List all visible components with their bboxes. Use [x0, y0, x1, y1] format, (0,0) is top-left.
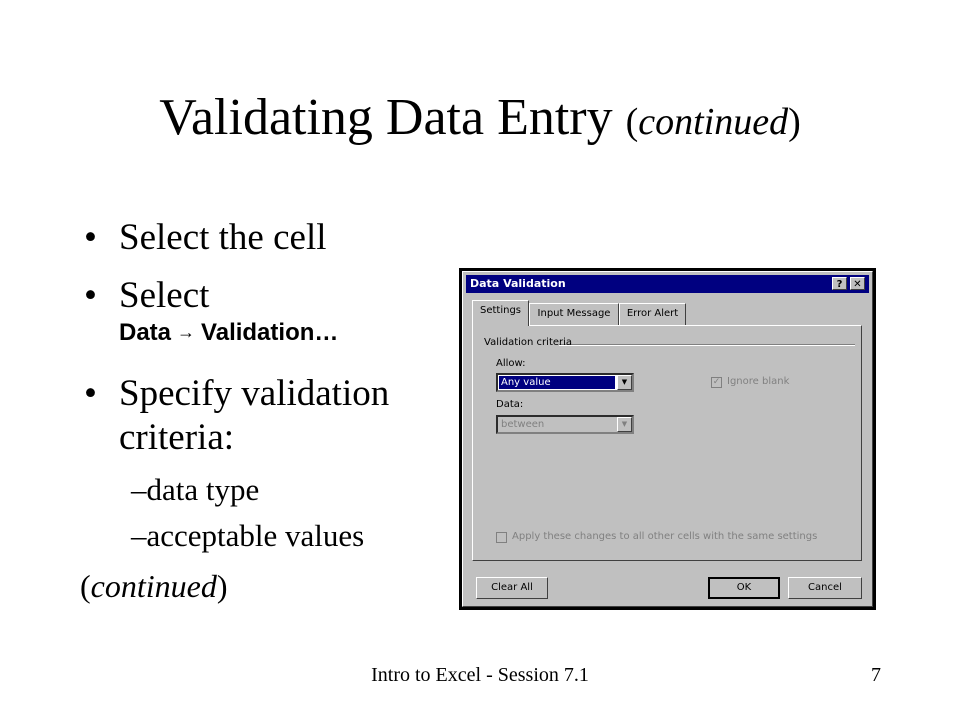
clear-all-button[interactable]: Clear All	[476, 577, 548, 599]
group-divider	[559, 344, 855, 346]
bullet-text: Select	[119, 275, 210, 316]
bullet-text: criteria:	[119, 417, 235, 458]
bullet-dot: •	[84, 217, 97, 258]
continued-italic: continued	[90, 568, 217, 604]
ignore-blank-checkbox[interactable]: ✓	[712, 377, 721, 387]
page-number: 7	[871, 664, 881, 686]
ignore-blank-label: Ignore blank	[727, 376, 790, 387]
bullet-dot: •	[84, 373, 97, 414]
settings-panel	[472, 325, 862, 561]
apply-all-checkbox[interactable]	[496, 532, 507, 543]
bullet-dot: •	[84, 275, 97, 316]
chevron-down-icon[interactable]: ▼	[617, 417, 632, 432]
data-select[interactable]	[496, 415, 634, 434]
title-paren-italic: continued	[638, 101, 789, 143]
dialog-titlebar[interactable]	[466, 275, 869, 293]
allow-label: Allow:	[496, 358, 526, 369]
menu-path-validation: Validation…	[201, 319, 339, 346]
slide-title-main: Validating Data Entry	[159, 89, 613, 146]
sub-bullet: –acceptable values	[131, 518, 365, 553]
apply-all-label: Apply these changes to all other cells with the same settings	[512, 531, 818, 542]
allow-selected-value: Any value	[499, 376, 615, 389]
title-paren-close: )	[788, 101, 801, 143]
sub-bullet: –data type	[131, 472, 260, 507]
dialog-title: Data Validation	[470, 277, 566, 290]
menu-path-data: Data	[119, 319, 172, 346]
slide-footer: Intro to Excel - Session 7.1	[371, 664, 589, 686]
slide-title-continued	[626, 101, 801, 143]
data-selected-value: between	[501, 419, 545, 430]
bullet-text: Select the cell	[119, 217, 327, 258]
bullet-text: Specify validation	[119, 373, 390, 414]
allow-select[interactable]	[496, 373, 634, 392]
menu-path	[119, 319, 338, 347]
slide-title	[0, 88, 960, 147]
tab-settings[interactable]: Settings	[472, 300, 529, 326]
help-button[interactable]: ?	[832, 277, 847, 290]
tab-input-message[interactable]: Input Message	[529, 303, 619, 325]
ok-button[interactable]: OK	[708, 577, 780, 599]
menu-arrow-icon: →	[177, 322, 196, 342]
continued-note	[80, 568, 228, 605]
validation-criteria-label: Validation criteria	[484, 337, 573, 348]
tab-error-alert[interactable]: Error Alert	[619, 303, 686, 325]
data-validation-dialog	[462, 271, 873, 607]
close-button[interactable]: ✕	[850, 277, 865, 290]
title-paren-open: (	[625, 101, 639, 143]
chevron-down-icon[interactable]: ▼	[617, 375, 632, 390]
continued-paren-close: )	[216, 568, 228, 604]
continued-paren-open: (	[80, 568, 91, 604]
data-label: Data:	[496, 399, 524, 410]
cancel-button[interactable]: Cancel	[788, 577, 862, 599]
